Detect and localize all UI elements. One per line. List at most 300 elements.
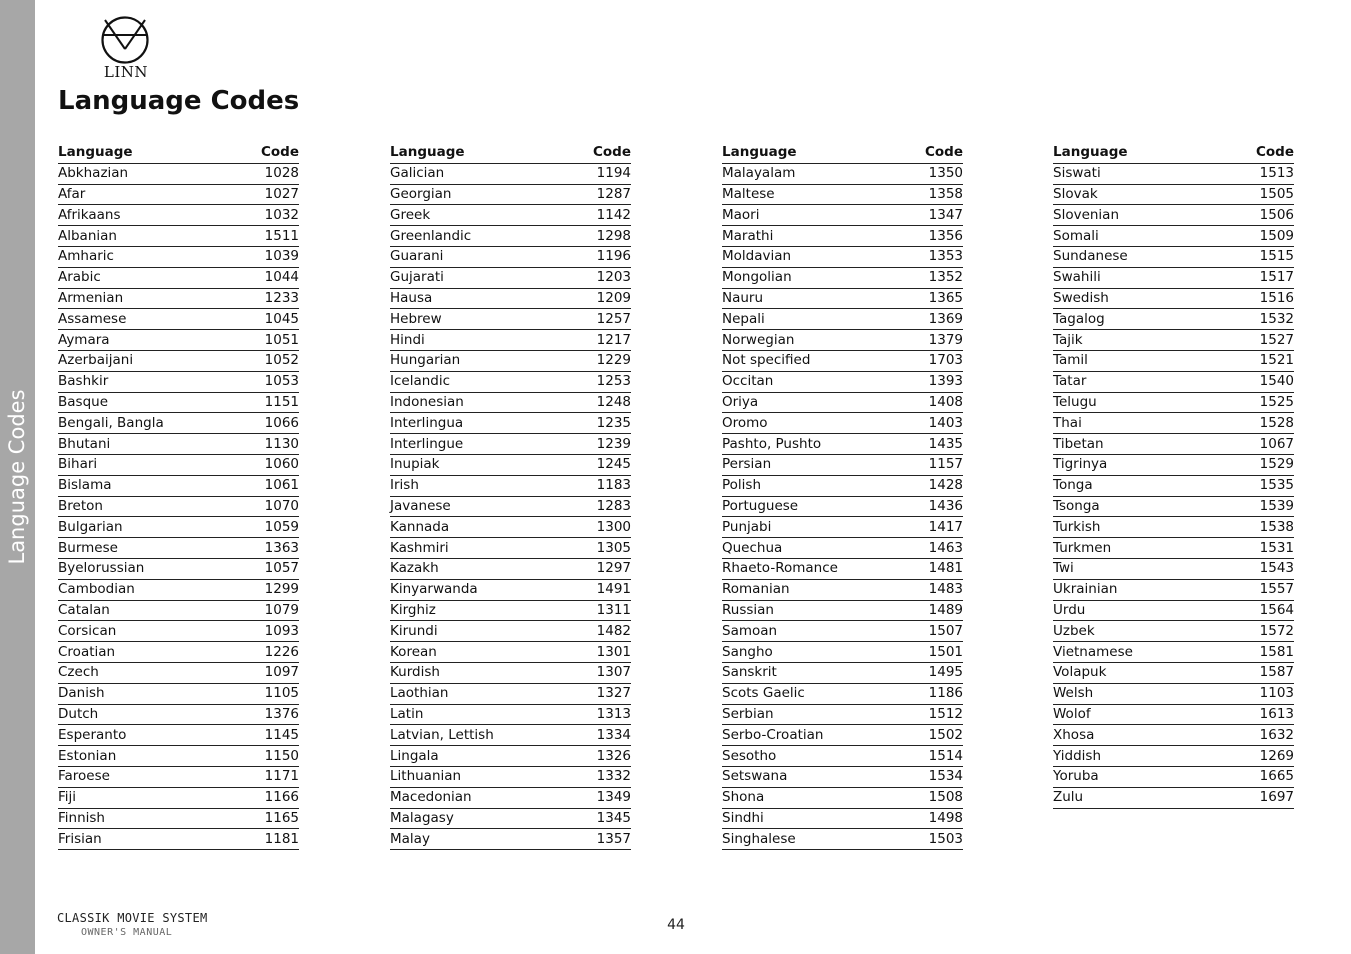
table-row	[1053, 766, 1294, 787]
language-name: Tsonga	[1053, 496, 1216, 517]
language-name: Malay	[390, 829, 566, 850]
language-code: 1332	[566, 766, 631, 787]
language-name: Laothian	[390, 683, 566, 704]
language-name: Catalan	[58, 600, 235, 621]
language-name: Gujarati	[390, 267, 566, 288]
language-name: Korean	[390, 642, 566, 663]
table-row	[1053, 662, 1294, 683]
language-code: 1287	[566, 184, 631, 205]
language-code: 1525	[1216, 392, 1294, 413]
language-code: 1540	[1216, 371, 1294, 392]
table-row	[58, 496, 299, 517]
language-name: Hebrew	[390, 309, 566, 330]
table-row	[1053, 163, 1294, 184]
language-name: Singhalese	[722, 829, 903, 850]
table-row	[58, 184, 299, 205]
table-row	[1053, 371, 1294, 392]
table-row	[722, 642, 963, 663]
language-column-header: Language	[390, 143, 566, 163]
table-row	[1053, 330, 1294, 351]
language-code: 1093	[235, 621, 299, 642]
language-name: Swedish	[1053, 288, 1216, 309]
language-code: 1349	[566, 787, 631, 808]
table-row	[722, 517, 963, 538]
table-row	[390, 434, 631, 455]
language-code: 1517	[1216, 267, 1294, 288]
language-code: 1521	[1216, 350, 1294, 371]
table-row	[58, 246, 299, 267]
table-row	[722, 704, 963, 725]
language-name: Oriya	[722, 392, 903, 413]
language-code: 1229	[566, 350, 631, 371]
table-row	[58, 163, 299, 184]
table-row	[722, 558, 963, 579]
language-code: 1039	[235, 246, 299, 267]
language-code: 1581	[1216, 642, 1294, 663]
language-code: 1531	[1216, 538, 1294, 559]
table-row	[1053, 288, 1294, 309]
language-name: Tatar	[1053, 371, 1216, 392]
language-name: Russian	[722, 600, 903, 621]
table-row	[58, 704, 299, 725]
language-name: Czech	[58, 662, 235, 683]
language-code: 1298	[566, 226, 631, 247]
side-tab	[0, 0, 35, 954]
table-row	[1053, 642, 1294, 663]
language-code: 1345	[566, 808, 631, 829]
table-row	[1053, 746, 1294, 767]
language-name: Sesotho	[722, 746, 903, 767]
table-row	[390, 205, 631, 226]
language-name: Corsican	[58, 621, 235, 642]
language-name: Tamil	[1053, 350, 1216, 371]
language-code: 1097	[235, 662, 299, 683]
language-code: 1507	[903, 621, 963, 642]
language-name: Yoruba	[1053, 766, 1216, 787]
language-name: Oromo	[722, 413, 903, 434]
table-row	[390, 163, 631, 184]
language-name: Volapuk	[1053, 662, 1216, 683]
linn-logo	[100, 15, 152, 81]
table-row	[58, 766, 299, 787]
language-code: 1142	[566, 205, 631, 226]
language-code: 1513	[1216, 163, 1294, 184]
language-name: Samoan	[722, 621, 903, 642]
table-row	[722, 808, 963, 829]
language-name: Occitan	[722, 371, 903, 392]
language-code: 1495	[903, 662, 963, 683]
table-row	[722, 766, 963, 787]
language-name: Afar	[58, 184, 235, 205]
language-name: Albanian	[58, 226, 235, 247]
table-row	[1053, 434, 1294, 455]
table-row	[722, 579, 963, 600]
table-row	[722, 600, 963, 621]
language-code: 1196	[566, 246, 631, 267]
language-name: Nepali	[722, 309, 903, 330]
language-code: 1060	[235, 454, 299, 475]
table-row	[722, 330, 963, 351]
language-code: 1253	[566, 371, 631, 392]
language-name: Dutch	[58, 704, 235, 725]
table-row	[1053, 704, 1294, 725]
language-name: Macedonian	[390, 787, 566, 808]
table-row	[1053, 309, 1294, 330]
language-code: 1527	[1216, 330, 1294, 351]
language-name: Nauru	[722, 288, 903, 309]
table-row	[722, 392, 963, 413]
table-row	[390, 288, 631, 309]
language-name: Portuguese	[722, 496, 903, 517]
table-row	[1053, 267, 1294, 288]
language-code: 1512	[903, 704, 963, 725]
language-column-header: Language	[58, 143, 235, 163]
table-row	[722, 288, 963, 309]
language-name: Tonga	[1053, 475, 1216, 496]
table-row	[722, 725, 963, 746]
table-row	[58, 642, 299, 663]
language-name: Serbo-Croatian	[722, 725, 903, 746]
language-code: 1515	[1216, 246, 1294, 267]
table-row	[58, 205, 299, 226]
table-row	[58, 475, 299, 496]
table-row	[390, 538, 631, 559]
table-row	[722, 662, 963, 683]
language-code: 1528	[1216, 413, 1294, 434]
table-row	[1053, 496, 1294, 517]
language-name: Not specified	[722, 350, 903, 371]
language-code: 1150	[235, 746, 299, 767]
language-name: Bhutani	[58, 434, 235, 455]
language-code: 1532	[1216, 309, 1294, 330]
language-code: 1157	[903, 454, 963, 475]
language-code: 1300	[566, 517, 631, 538]
language-code: 1301	[566, 642, 631, 663]
language-name: Bulgarian	[58, 517, 235, 538]
language-name: Kannada	[390, 517, 566, 538]
language-name: Uzbek	[1053, 621, 1216, 642]
language-code: 1183	[566, 475, 631, 496]
language-code: 1151	[235, 392, 299, 413]
table-row	[58, 517, 299, 538]
language-code: 1130	[235, 434, 299, 455]
language-code: 1053	[235, 371, 299, 392]
language-code: 1297	[566, 558, 631, 579]
language-code: 1572	[1216, 621, 1294, 642]
language-code: 1165	[235, 808, 299, 829]
language-name: Interlingua	[390, 413, 566, 434]
language-code: 1171	[235, 766, 299, 787]
table-header-row	[390, 143, 631, 163]
language-code: 1539	[1216, 496, 1294, 517]
language-name: Greenlandic	[390, 226, 566, 247]
page-number: 44	[667, 917, 685, 933]
side-tab-label: Language Codes	[5, 389, 29, 565]
language-code: 1103	[1216, 683, 1294, 704]
table-row	[390, 558, 631, 579]
language-code: 1489	[903, 600, 963, 621]
language-code: 1269	[1216, 746, 1294, 767]
language-name: Basque	[58, 392, 235, 413]
language-code: 1428	[903, 475, 963, 496]
language-name: Turkmen	[1053, 538, 1216, 559]
language-name: Latvian, Lettish	[390, 725, 566, 746]
table-row	[722, 309, 963, 330]
language-name: Maltese	[722, 184, 903, 205]
language-code: 1057	[235, 558, 299, 579]
language-code: 1027	[235, 184, 299, 205]
table-row	[1053, 392, 1294, 413]
language-name: Faroese	[58, 766, 235, 787]
language-code: 1417	[903, 517, 963, 538]
table-row	[390, 350, 631, 371]
language-name: Tigrinya	[1053, 454, 1216, 475]
language-name: Bislama	[58, 475, 235, 496]
table-row	[722, 746, 963, 767]
language-name: Inupiak	[390, 454, 566, 475]
language-code: 1502	[903, 725, 963, 746]
page-title: Language Codes	[58, 86, 300, 116]
table-row	[390, 475, 631, 496]
language-name: Shona	[722, 787, 903, 808]
table-row	[390, 413, 631, 434]
language-name: Kirghiz	[390, 600, 566, 621]
language-code: 1070	[235, 496, 299, 517]
table-row	[58, 829, 299, 850]
language-table-3	[722, 143, 963, 850]
language-code: 1257	[566, 309, 631, 330]
table-row	[722, 350, 963, 371]
language-name: Quechua	[722, 538, 903, 559]
language-code: 1217	[566, 330, 631, 351]
table-row	[1053, 226, 1294, 247]
language-code: 1313	[566, 704, 631, 725]
language-name: Estonian	[58, 746, 235, 767]
table-row	[390, 642, 631, 663]
table-row	[722, 267, 963, 288]
language-name: Slovak	[1053, 184, 1216, 205]
language-name: Somali	[1053, 226, 1216, 247]
table-row	[390, 267, 631, 288]
language-name: Breton	[58, 496, 235, 517]
language-code: 1481	[903, 558, 963, 579]
table-row	[58, 662, 299, 683]
table-header-row	[58, 143, 299, 163]
language-name: Amharic	[58, 246, 235, 267]
table-row	[722, 454, 963, 475]
language-name: Indonesian	[390, 392, 566, 413]
footer-brand: CLASSIK MOVIE SYSTEM	[57, 911, 208, 925]
table-row	[390, 787, 631, 808]
language-code: 1245	[566, 454, 631, 475]
language-name: Hausa	[390, 288, 566, 309]
language-code: 1358	[903, 184, 963, 205]
table-row	[390, 725, 631, 746]
language-code: 1697	[1216, 787, 1294, 808]
table-row	[722, 538, 963, 559]
language-code: 1505	[1216, 184, 1294, 205]
language-code: 1194	[566, 163, 631, 184]
language-name: Wolof	[1053, 704, 1216, 725]
code-column-header: Code	[235, 143, 299, 163]
language-name: Rhaeto-Romance	[722, 558, 903, 579]
table-row	[390, 808, 631, 829]
language-name: Yiddish	[1053, 746, 1216, 767]
language-name: Kirundi	[390, 621, 566, 642]
table-row	[722, 496, 963, 517]
table-row	[722, 475, 963, 496]
table-row	[1053, 350, 1294, 371]
table-row	[390, 454, 631, 475]
language-code: 1379	[903, 330, 963, 351]
table-row	[58, 288, 299, 309]
language-name: Fiji	[58, 787, 235, 808]
table-header-row	[1053, 143, 1294, 163]
language-code: 1066	[235, 413, 299, 434]
language-code: 1334	[566, 725, 631, 746]
language-name: Romanian	[722, 579, 903, 600]
table-row	[390, 746, 631, 767]
table-row	[58, 309, 299, 330]
language-code: 1613	[1216, 704, 1294, 725]
language-name: Assamese	[58, 309, 235, 330]
language-code: 1181	[235, 829, 299, 850]
table-row	[1053, 517, 1294, 538]
table-row	[390, 371, 631, 392]
language-code: 1703	[903, 350, 963, 371]
table-row	[1053, 558, 1294, 579]
language-name: Welsh	[1053, 683, 1216, 704]
table-row	[58, 746, 299, 767]
language-code: 1051	[235, 330, 299, 351]
table-row	[722, 434, 963, 455]
table-row	[58, 787, 299, 808]
language-name: Byelorussian	[58, 558, 235, 579]
language-code: 1369	[903, 309, 963, 330]
language-code: 1327	[566, 683, 631, 704]
table-row	[1053, 246, 1294, 267]
table-row	[58, 538, 299, 559]
language-name: Bengali, Bangla	[58, 413, 235, 434]
language-code: 1483	[903, 579, 963, 600]
code-column-header: Code	[903, 143, 963, 163]
language-name: Icelandic	[390, 371, 566, 392]
table-row	[58, 413, 299, 434]
language-code: 1501	[903, 642, 963, 663]
table-row	[390, 766, 631, 787]
language-name: Greek	[390, 205, 566, 226]
language-code: 1248	[566, 392, 631, 413]
table-row	[722, 683, 963, 704]
table-row	[58, 600, 299, 621]
language-code: 1557	[1216, 579, 1294, 600]
language-name: Afrikaans	[58, 205, 235, 226]
language-name: Esperanto	[58, 725, 235, 746]
table-row	[390, 496, 631, 517]
language-code: 1226	[235, 642, 299, 663]
language-code: 1059	[235, 517, 299, 538]
language-code: 1305	[566, 538, 631, 559]
language-name: Galician	[390, 163, 566, 184]
language-code: 1235	[566, 413, 631, 434]
language-name: Kazakh	[390, 558, 566, 579]
language-name: Kashmiri	[390, 538, 566, 559]
language-code: 1408	[903, 392, 963, 413]
language-code: 1357	[566, 829, 631, 850]
language-name: Azerbaijani	[58, 350, 235, 371]
language-name: Lithuanian	[390, 766, 566, 787]
language-column-header: Language	[722, 143, 903, 163]
language-name: Tajik	[1053, 330, 1216, 351]
language-code: 1543	[1216, 558, 1294, 579]
table-row	[390, 579, 631, 600]
language-name: Moldavian	[722, 246, 903, 267]
language-name: Frisian	[58, 829, 235, 850]
table-row	[722, 184, 963, 205]
language-name: Aymara	[58, 330, 235, 351]
language-code: 1233	[235, 288, 299, 309]
table-row	[390, 621, 631, 642]
language-name: Armenian	[58, 288, 235, 309]
table-header-row	[722, 143, 963, 163]
table-row	[390, 600, 631, 621]
language-code: 1508	[903, 787, 963, 808]
language-code: 1503	[903, 829, 963, 850]
language-code: 1498	[903, 808, 963, 829]
table-row	[390, 246, 631, 267]
language-code: 1044	[235, 267, 299, 288]
language-code: 1463	[903, 538, 963, 559]
language-name: Marathi	[722, 226, 903, 247]
table-row	[58, 226, 299, 247]
language-code: 1393	[903, 371, 963, 392]
language-name: Malayalam	[722, 163, 903, 184]
table-row	[390, 517, 631, 538]
table-row	[1053, 787, 1294, 808]
language-name: Punjabi	[722, 517, 903, 538]
language-code: 1509	[1216, 226, 1294, 247]
language-code: 1514	[903, 746, 963, 767]
table-row	[722, 621, 963, 642]
language-code: 1326	[566, 746, 631, 767]
language-name: Sundanese	[1053, 246, 1216, 267]
language-table-2	[390, 143, 631, 850]
language-code: 1209	[566, 288, 631, 309]
language-code: 1665	[1216, 766, 1294, 787]
language-name: Sindhi	[722, 808, 903, 829]
language-name: Bihari	[58, 454, 235, 475]
language-table-1	[58, 143, 299, 850]
language-code: 1299	[235, 579, 299, 600]
language-code: 1538	[1216, 517, 1294, 538]
language-code: 1028	[235, 163, 299, 184]
language-code: 1045	[235, 309, 299, 330]
table-row	[390, 309, 631, 330]
table-row	[722, 226, 963, 247]
language-code: 1347	[903, 205, 963, 226]
language-code: 1283	[566, 496, 631, 517]
language-name: Setswana	[722, 766, 903, 787]
language-code: 1511	[235, 226, 299, 247]
table-row	[1053, 683, 1294, 704]
table-row	[390, 184, 631, 205]
language-name: Javanese	[390, 496, 566, 517]
language-name: Croatian	[58, 642, 235, 663]
language-name: Vietnamese	[1053, 642, 1216, 663]
language-code: 1166	[235, 787, 299, 808]
language-code: 1632	[1216, 725, 1294, 746]
language-name: Turkish	[1053, 517, 1216, 538]
